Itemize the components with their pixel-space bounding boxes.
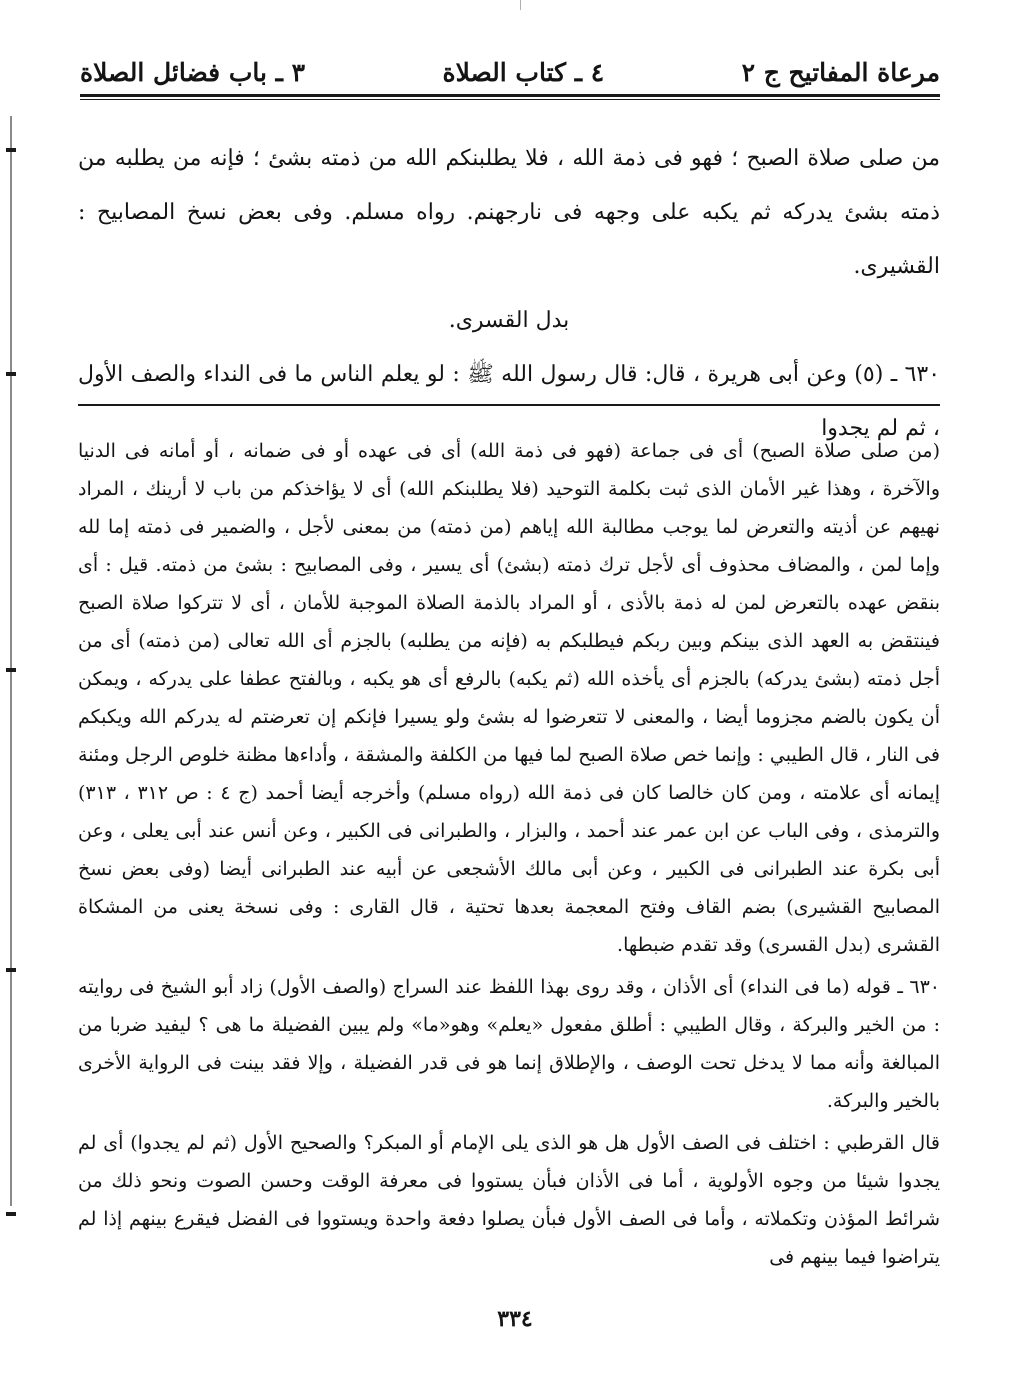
margin-mark xyxy=(6,372,16,376)
commentary-paragraph-3: قال القرطبي : اختلف فى الصف الأول هل هو الذى يلى الإمام أو المبكر؟ والصحيح الأول (ثم لم يجدوا) أى لم يجدوا شيئا من وجوه الأولوية ، أما فى الأذان فبأن يستووا فى معرفة الوقت وحسن الصوت ونحو ذلك من شرائط المؤذن وتكملاته ، وأما فى الصف الأول فبأن يصلوا دفعة واحدة ويستووا فى الفضل فيقرع بينهم إذا لم يتراضوا فيما بينهم فى xyxy=(78,1132,940,1268)
margin-mark xyxy=(6,148,16,152)
header-kitab: ٤ ـ كتاب الصلاة xyxy=(442,57,605,87)
header-book-title: مرعاة المفاتيح ج ٢ xyxy=(741,57,940,87)
header-bab: ٣ ـ باب فضائل الصلاة xyxy=(80,57,306,87)
hadith-line-1: من صلى صلاة الصبح ؛ فهو فى ذمة الله ، فلا يطلبنكم الله من ذمته بشئ ؛ فإنه من يطلبه من ذمته بشئ يدركه ثم يكبه على وجهه فى نارجهنم. رواه مسلم. وفى بعض نسخ المصابيح : القشيرى. xyxy=(78,146,940,279)
hadith-630: ٦٣٠ ـ (٥) وعن أبى هريرة ، قال: قال رسول الله ﷺ : لو يعلم الناس ما فى النداء والصف الأول ، ثم لم يجدوا xyxy=(78,362,941,441)
hadith-text xyxy=(78,132,940,456)
margin-mark xyxy=(6,1212,16,1216)
hadith-line-2: بدل القسرى. xyxy=(448,308,570,333)
commentary-divider xyxy=(78,404,940,406)
margin-mark xyxy=(6,668,16,672)
running-header xyxy=(80,52,940,92)
scan-edge-line xyxy=(10,116,12,1206)
commentary-paragraph-2: ٦٣٠ ـ قوله (ما فى النداء) أى الأذان ، وقد روى بهذا اللفظ عند السراج (والصف الأول) زاد أبو الشيخ فى روايته : من الخير والبركة ، وقال الطيبي : أطلق مفعول «يعلم» وهو«ما» ولم يبين الفضيلة ما هى ؟ ليفيد ضربا من المبالغة وأنه مما لا يدخل تحت الوصف ، والإطلاق إنما هو فى قدر الفضيلة ، وإلا فقد بينت فى الرواية الأخرى بالخير والبركة. xyxy=(78,976,940,1112)
page-number: ٣٣٤ xyxy=(497,1306,533,1332)
header-rule-thin xyxy=(80,99,940,100)
margin-mark xyxy=(6,968,16,972)
commentary-paragraph-1: (من صلى صلاة الصبح) أى فى جماعة (فهو فى ذمة الله) أى فى عهده أو فى ضمانه ، أو أمانه فى الدنيا والآخرة ، وهذا غير الأمان الذى ثبت بكلمة التوحيد (فلا يطلبنكم الله) أى لا يؤاخذكم من باب لا أرينك ، المراد نهيهم عن أذيته والتعرض لما يوجب مطالبة الله إياهم (من ذمته) من بمعنى لأجل ، والضمير فى ذمته إما لله وإما لمن ، والمضاف محذوف أى لأجل ترك ذمته (بشئ) أى يسير ، وفى المصابيح : بشئ من ذمته. قيل : أى بنقض عهده بالتعرض لمن له ذمة بالأذى ، أو المراد بالذمة الصلاة الموجبة للأمان ، أى لا تتركوا صلاة الصبح فينتقض به العهد الذى بينكم وبين ربكم فيطلبكم به (فإنه من يطلبه) بالجزم أى الله تعالى (من ذمته) أى من أجل ذمته (بشئ يدركه) بالجزم أى يأخذه الله (ثم يكبه) بالرفع أى هو يكبه ، وبالفتح عطفا على يدركه ، ويمكن أن يكون بالضم مجزوما أيضا ، والمعنى لا تتعرضوا له بشئ ولو يسيرا فإنكم إن تعرضتم له يدركم الله ويكبكم فى النار ، قال الطيبي : وإنما خص صلاة الصبح لما فيها من الكلفة والمشقة ، وأداءها مظنة خلوص الرجل ومئنة إيمانه أى علامته ، ومن كان خالصا كان فى ذمة الله (رواه مسلم) وأخرجه أيضا أحمد (ج ٤ : ص ٣١٢ ، ٣١٣) والترمذى ، وفى الباب عن ابن عمر عند أحمد ، والبزار ، والطبرانى فى الكبير ، وعن أنس عند أبى يعلى ، وعن أبى بكرة عند الطبرانى فى الكبير ، وعن أبى مالك الأشجعى عن أبيه عند الطبرانى أيضا (وفى بعض نسخ المصابيح القشيرى) بضم القاف وفتح المعجمة بعدها تحتية ، قال القارى : وفى نسخة يعنى من المشكاة القشرى (بدل القسرى) وقد تقدم ضبطها. xyxy=(78,440,940,956)
header-rule-thick xyxy=(80,94,940,97)
commentary-text xyxy=(78,432,940,1276)
scan-tick xyxy=(520,0,521,10)
